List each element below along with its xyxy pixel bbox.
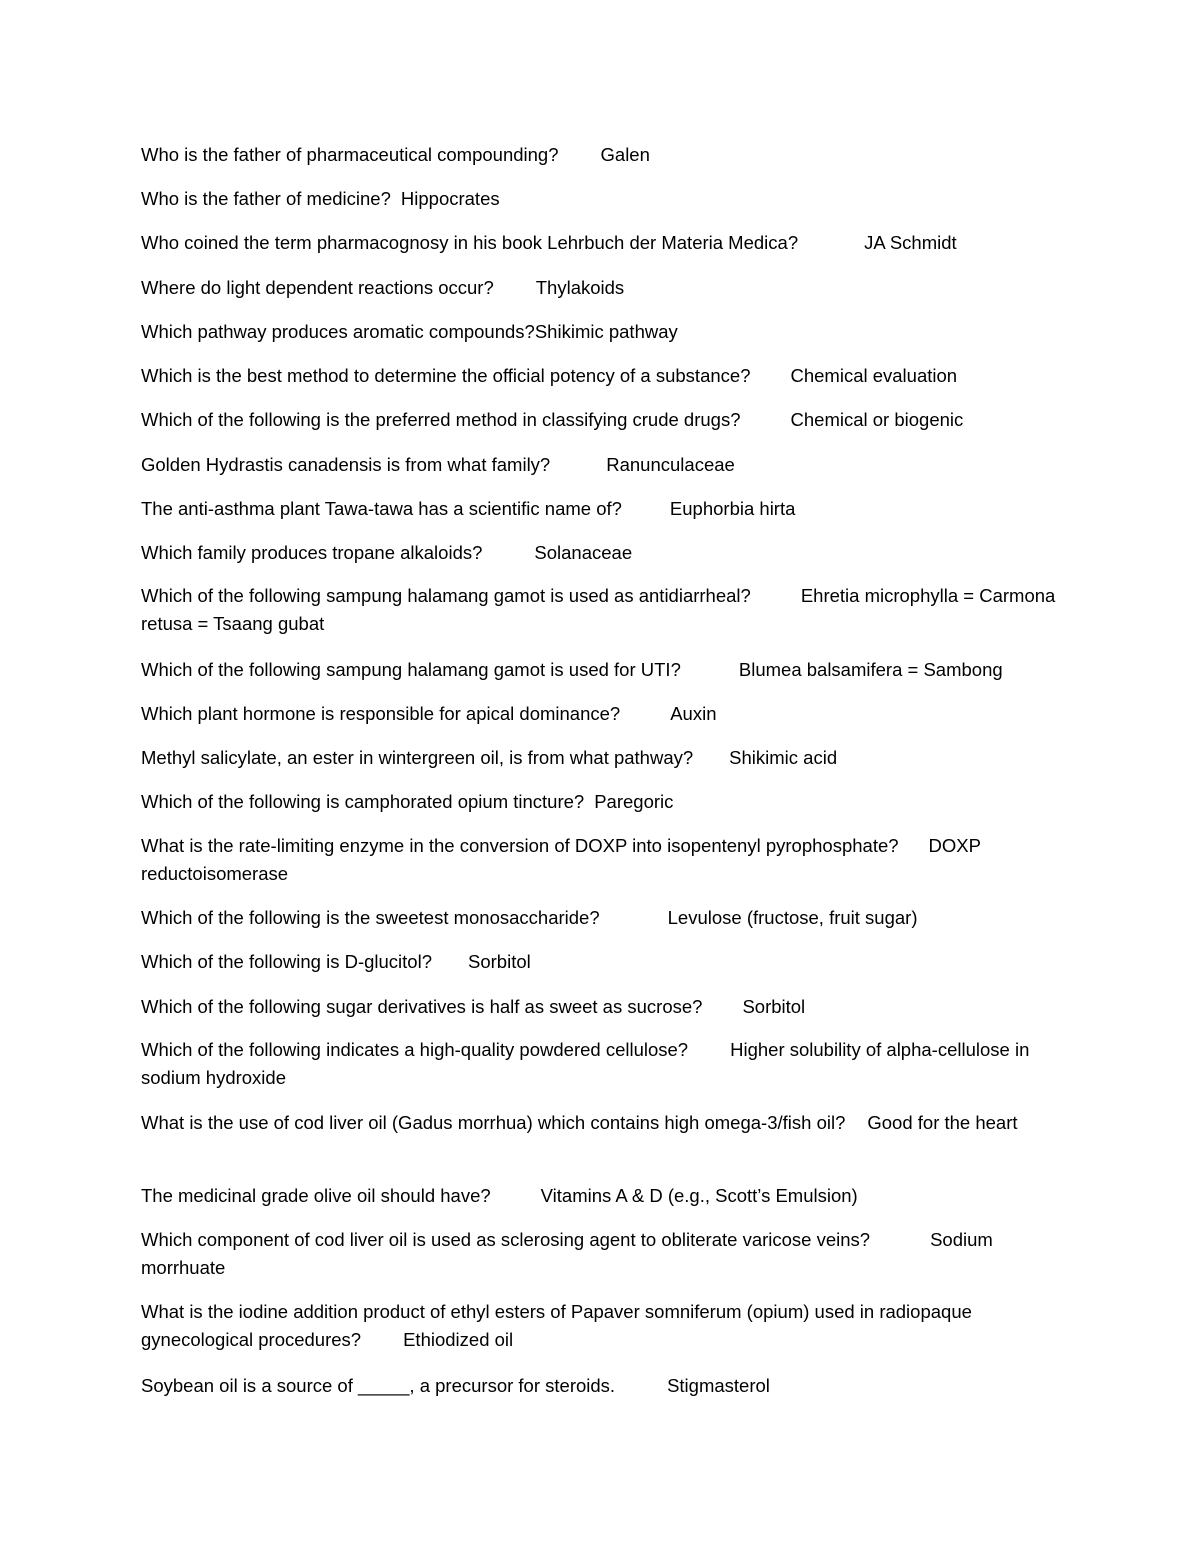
- question-text: Who coined the term pharmacognosy in his book Lehrbuch der Materia Medica?: [141, 232, 799, 253]
- question-text: Which plant hormone is responsible for apical dominance?: [141, 703, 621, 724]
- answer-text: Ranunculaceae: [606, 454, 735, 475]
- qa-item: [141, 539, 1059, 567]
- qa-item: [141, 832, 1059, 888]
- answer-text: Galen: [600, 144, 650, 165]
- answer-text: Euphorbia hirta: [669, 498, 796, 519]
- answer-text: Ethiodized oil: [403, 1329, 514, 1350]
- qa-item: [141, 495, 1059, 523]
- answer-text: Sorbitol: [742, 996, 806, 1017]
- answer-text: Levulose (fructose, fruit sugar): [667, 907, 918, 928]
- question-text: What is the iodine addition product of ethyl esters of Papaver somniferum (opium) used in radiopaque gynecological procedures?: [141, 1301, 972, 1350]
- qa-item: [141, 582, 1059, 638]
- qa-item: [141, 406, 1059, 434]
- qa-item: [141, 1226, 1059, 1282]
- question-text: Methyl salicylate, an ester in wintergreen oil, is from what pathway?: [141, 747, 694, 768]
- qa-item: [141, 744, 1059, 772]
- question-text: The anti-asthma plant Tawa-tawa has a scientific name of?: [141, 498, 622, 519]
- qa-item: [141, 318, 1059, 346]
- answer-text: Paregoric: [594, 791, 674, 812]
- question-text: Which of the following is the preferred method in classifying crude drugs?: [141, 409, 741, 430]
- question-text: Which of the following sugar derivatives is half as sweet as sucrose?: [141, 996, 703, 1017]
- question-text: Soybean oil is a source of _____, a precursor for steroids.: [141, 1375, 616, 1396]
- question-text: Which of the following is camphorated opium tincture?: [141, 791, 585, 812]
- answer-text: Solanaceae: [534, 542, 633, 563]
- qa-item: [141, 141, 1059, 169]
- answer-text: Sorbitol: [468, 951, 531, 972]
- answer-text: Shikimic pathway: [534, 321, 678, 342]
- answer-text: Vitamins A & D (e.g., Scott’s Emulsion): [540, 1185, 858, 1206]
- question-text: The medicinal grade olive oil should have?: [141, 1185, 491, 1206]
- qa-item: [141, 1372, 1059, 1400]
- qa-item: [141, 1182, 1059, 1210]
- question-text: Which pathway produces aromatic compounds?: [141, 321, 535, 342]
- question-text: Which of the following indicates a high-quality powdered cellulose?: [141, 1039, 689, 1060]
- qa-item: [141, 700, 1059, 728]
- answer-text: Ehretia microphylla = Carmona retusa = Tsaang gubat: [141, 585, 1056, 634]
- question-text: What is the rate-limiting enzyme in the conversion of DOXP into isopentenyl pyrophosphate?: [141, 835, 899, 856]
- qa-item: [141, 1298, 1059, 1354]
- qa-item: [141, 788, 1059, 816]
- answer-text: DOXP reductoisomerase: [141, 835, 981, 884]
- answer-text: Chemical or biogenic: [790, 409, 964, 430]
- question-text: Which of the following sampung halamang gamot is used for UTI?: [141, 659, 681, 680]
- qa-item: [141, 362, 1059, 390]
- question-text: Who is the father of pharmaceutical compounding?: [141, 144, 559, 165]
- question-text: Which component of cod liver oil is used as sclerosing agent to obliterate varicose veins?: [141, 1229, 871, 1250]
- qa-item: [141, 185, 1059, 213]
- qa-item: [141, 948, 1059, 976]
- answer-text: Auxin: [670, 703, 717, 724]
- qa-item: [141, 451, 1059, 479]
- answer-text: Sodium morrhuate: [141, 1229, 993, 1278]
- question-text: Where do light dependent reactions occur?: [141, 277, 494, 298]
- question-text: Which of the following sampung halamang gamot is used as antidiarrheal?: [141, 585, 751, 606]
- question-text: Which of the following is D-glucitol?: [141, 951, 432, 972]
- qa-item: [141, 904, 1059, 932]
- answer-text: Higher solubility of alpha-cellulose in sodium hydroxide: [141, 1039, 1030, 1088]
- question-text: Golden Hydrastis canadensis is from what family?: [141, 454, 551, 475]
- question-text: Which of the following is the sweetest monosaccharide?: [141, 907, 600, 928]
- qa-item: [141, 1036, 1059, 1092]
- answer-text: JA Schmidt: [864, 232, 957, 253]
- qa-item: [141, 656, 1059, 684]
- answer-text: Hippocrates: [400, 188, 500, 209]
- qa-item: [141, 229, 1059, 257]
- question-text: Which is the best method to determine the official potency of a substance?: [141, 365, 751, 386]
- qa-item: [141, 1109, 1059, 1137]
- answer-text: Blumea balsamifera = Sambong: [738, 659, 1003, 680]
- question-text: What is the use of cod liver oil (Gadus morrhua) which contains high omega-3/fish oil?: [141, 1112, 846, 1133]
- qa-item: [141, 993, 1059, 1021]
- answer-text: Stigmasterol: [667, 1375, 770, 1396]
- question-text: Who is the father of medicine?: [141, 188, 391, 209]
- answer-text: Good for the heart: [867, 1112, 1018, 1133]
- answer-text: Shikimic acid: [729, 747, 838, 768]
- question-text: Which family produces tropane alkaloids?: [141, 542, 483, 563]
- answer-text: Chemical evaluation: [790, 365, 958, 386]
- qa-item: [141, 274, 1059, 302]
- answer-text: Thylakoids: [535, 277, 625, 298]
